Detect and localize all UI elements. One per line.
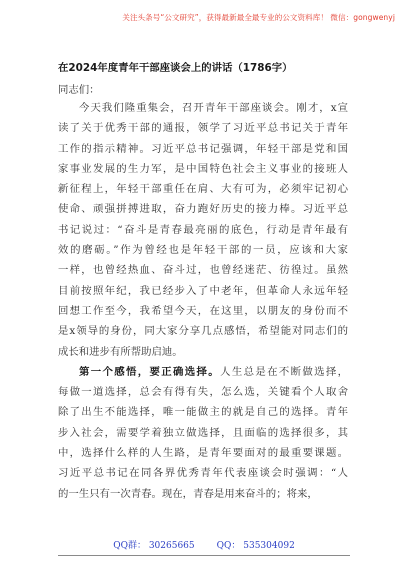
text-line: 成长和进步有所帮助启迪。 [58,345,183,358]
text-line: 今天我们隆重集会，召开青年干部座谈会。刚才，x宣 [79,102,348,114]
text-line: 书记说过：“奋斗是青春最亮丽的底色，行动是青年最有 [58,223,348,236]
text-line: 一样，也曾经热血、奋斗过，也曾经迷茫、彷徨过。虽然 [58,264,348,277]
text-line: 工作的指示精神。习近平总书记强调，年轻干部是党和国 [58,142,348,155]
text-line [58,362,348,382]
text-line: 家事业发展的生力军，是中国特色社会主义事业的接班人 [58,162,348,175]
text-line: 读了关于优秀干部的通报，领学了习近平总书记关于青年 [58,122,348,135]
text-line: 是x领导的身份，同大家分享几点感悟，希望能对同志们的 [58,325,348,338]
salutation: 同志们： [58,84,100,96]
footer-divider [58,555,350,556]
qq-group-number: QQ群： 30265665 [113,541,195,551]
text-line: 除了出生不能选择，唯一能做主的就是自己的选择。青年 [58,406,348,419]
text-line: 步入社会，需要学着独立做选择，且面临的选择很多，其 [58,426,348,439]
text-line: 中，选择什么样的人生路，是青年要面对的最重要课题。 [58,447,348,460]
text-line: 使命、顽强拼搏进取，奋力跑好历史的接力棒。习近平总 [58,203,348,216]
document-body [58,98,348,504]
text-line: 的一生只有一次青春。现在，青春是用来奋斗的；将来， [58,487,318,500]
text-line: 效的磨砺。”作为曾经也是年轻干部的一员，应该和大家 [58,244,348,257]
text-line: 每做一道选择，总会有得有失，怎么选，关键看个人取舍 [58,386,348,399]
section-heading: 第一个感悟，要正确选择。 [79,365,221,378]
text-line: 目前按照年纪，我已经步入了中老年，但革命人永远年轻 [58,284,348,297]
text-line: 回想工作至今，我希望今天，在这里，以朋友的身份而不 [58,304,348,317]
text-line: 习近平总书记在同各界优秀青年代表座谈会时强调：“人 [58,467,348,480]
text-line: 新征程上，年轻干部重任在肩、大有可为，必须牢记初心 [58,183,348,196]
qq-number: QQ： 535304092 [216,541,295,551]
footer-contact [0,538,408,551]
page-title: 在2024年度青年干部座谈会上的讲话（1786字） [58,62,293,74]
top-banner: 关注头条号“公文研究”，获得最新最全最专业的公文资料库！ 微信：gongwenyj [122,13,395,22]
section-text: 人生总是在不断做选择， [220,365,348,378]
